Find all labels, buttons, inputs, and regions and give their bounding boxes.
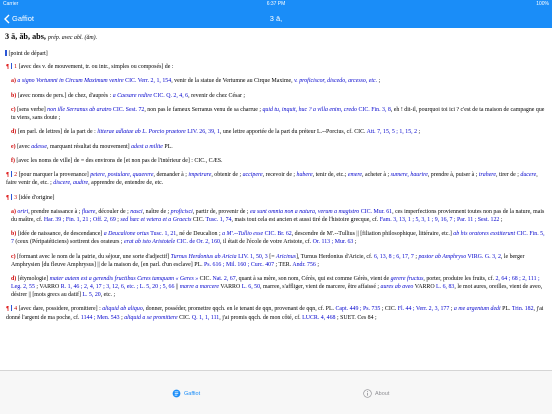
info-icon — [363, 389, 372, 398]
page-title: 3 ā, — [269, 14, 283, 23]
headword-line — [5, 31, 548, 44]
status-bar — [0, 0, 552, 9]
sense-3b: b) [idée de naissance, de descendance] a Deucalione ortus Tusc. 1, 21, né de Deucalion ; a M'.--Tullio esse CIC. Br. 62, descendre de M'.--Tullius || [filiation philosophique, littéraire, etc.] ab his oratores exstiterunt CIC. Fin. 5, 7 (ceux (Péripatéticiens) sortirent des orateurs ; erat ab isto Aristotele CIC. de Or. 2, 160, il était de l'école de votre Aristote, cf. Or. 113 ; Mur. 63 ; — [11, 231, 545, 246]
sense-3-head: ¶ 3 [idée d'origine] — [6, 194, 55, 201]
sense-marker: [point de départ] — [5, 50, 548, 58]
sense-3c: c) [formant avec le nom de la patrie, du séjour, une sorte d'adjectif] Turnus Herdonius ab Aricia LIV. 1, 50, 3 [= Aricinus], Turnus Herdonius d'Aricie, cf. 6, 13, 8 ; 6, 17, 7 ; pastor ab Amphryso VIRG. G. 3, 2, le berger Amphrysien [du fleuve Amphrysus] || de la maison de, [en parl. d'un esclave] PL. Ps. 616 ; Mil. 160 ; Curc. 407 ; TER. Andr. 756 ; — [11, 253, 525, 268]
dictionary-entry — [5, 31, 548, 366]
sense-2: ¶ 2 [pour marquer la provenance] petere, postulare, quaerere, demander à ; impetrare, obtenir de ; accipere, recevoir de ; habere, tenir de, etc.; emere, acheter à ; sumere, haurire, prendre à, puiser à ; trahere, tirer de ; ducere, faire venir de, etc. ; discere, audire, apprendre de, entendre de, etc. — [6, 172, 538, 187]
pilcrow-icon: ¶ — [6, 172, 10, 179]
sense-3d: d) [étymologie] mater autem est a gerendis fructibus Ceres tamquam « Geres » CIC. Nat. 2, 67, quant à sa mère, son nom, Cérès, qui est comme Gérès, vient de gerere fructus, porter, produire les fruits, cf. 2, 64 ; 68 ; 2, 111 ; Leg. 2, 55 ; VARRO R. 1, 46 ; 2, 4, 17 ; 3, 12, 6, etc. ; L. 5, 20 ; 5, 66 || marre a marcere VARRO L. 6, 50, marree, s'affliger, vient de marcere, être affaissé ; aures ab aveo VARRO L. 6, 83, le mot aures, oreilles, vient de aveo, désirer || [mots grecs au datif] L. 5, 20, etc. ; — [11, 275, 543, 299]
sense-3a: a) oriri, prendre naissance à ; fluere, découler de ; nasci, naître de ; proficisci, partir de, provenir de ; ea sunt omnia non a natura, verum a magistro CIC. Mur. 61, ces imperfections proviennent toutes non pas de la nature, mais du maître, cf. Har. 39 ; Fin. 1, 21 ; Off. 2, 69 ; sed hæc et vetera et a Graecis CIC. Tusc. 1, 74, mais tout cela est ancien et aussi tiré de l'histoire grecque, cf. Fam. 3, 13, 1 ; 5, 3, 1 ; 9, 16, 7 ; Par. 11 ; Sest. 122 ; — [11, 208, 545, 223]
marker-bar-icon — [11, 305, 13, 311]
grammar-note: prép. avec abl. (ăm). — [48, 35, 98, 41]
sense-1-head: ¶ 1 [avec des v. de mouvement, tr. ou intr., simples ou composés] de : — [6, 64, 174, 71]
sense-1e: e) [avec adesse, marquant résultat du mouvement] adest a milite PL. — [11, 143, 173, 150]
marker-bar-icon — [5, 50, 7, 56]
sense-1f: f) [avec les noms de ville] de = des environs de [et non pas de l'intérieur de] : CIC., CÆS. — [11, 157, 223, 164]
tab-bar — [0, 370, 552, 414]
navigation-bar — [0, 9, 552, 28]
book-icon — [172, 389, 181, 398]
sense-1b: b) [avec noms de pers.] de chez, d'auprès : a Caesare redire CIC. Q. 2, 4, 6, revenir de chez César ; — [11, 92, 246, 99]
pilcrow-icon: ¶ — [6, 64, 10, 71]
status-time: 6:37 PM — [266, 1, 286, 7]
tab-gaffiot[interactable] — [172, 389, 200, 398]
sense-1d: d) [en parl. de lettres] de la part de : litterae adlatae ab L. Porcio praetore LIV. 26, 39, 1, une lettre apportée de la part du préteur L.--Porcius, cf. CIC. Att. 7, 15, 5 ; 1, 15, 2 ; — [11, 129, 421, 136]
tab-about-label: About — [375, 390, 390, 397]
pilcrow-icon: ¶ — [6, 194, 10, 201]
sense-1c: c) [sens verbe] non ille Serranus ab aratro CIC. Sest. 72, non pas le fameux Serranus venu de sa charrue ; quid tu, inquit, huc ? a villa enim, credo CIC. Fin. 3, 8, eh ! dit-il, pourquoi toi ici ? c'est de ta maison de campagne que tu viens, sans doute ; — [11, 106, 545, 122]
battery-label: 100% — [536, 1, 549, 7]
carrier-label: Carrier — [3, 1, 19, 7]
tab-about[interactable] — [363, 389, 389, 398]
marker-bar-icon — [11, 63, 13, 69]
marker-bar-icon — [11, 194, 13, 200]
sense-1a: a) a signo Vortumni in Circum Maximum venire CIC. Verr. 2, 1, 154, venir de la statue de Vertumne au Cirque Maxime, v. proficiscor, discedo, arcesso, etc. ; — [11, 78, 381, 85]
back-button-label: Gaffiot — [12, 14, 34, 23]
pilcrow-icon: ¶ — [6, 306, 10, 313]
marker-bar-icon — [11, 171, 13, 177]
tab-gaffiot-label: Gaffiot — [184, 390, 201, 397]
headword: 3 ā, ăb, abs, — [5, 32, 46, 41]
sense-4: ¶ 4 [avec dare, possidere, promittere] : aliquid ab aliquo, donner, posséder, promettre qqch. en le tenant de qqn, provenant de qqn, cf. PL. Capt. 449 ; Ps. 735 ; CIC. Fl. 44 ; Verr. 2, 3, 177 ; a me argentum dedi PL. Trin. 182, j'ai donné l'argent de ma poche, cf. 1144 ; Men. 543 ; aliquid a se promittere CIC. Q. 1, 1, 111, j'ai promis qqch. de mon côté, cf. LUCR. 4, 468 ; SUET. Ces 84 ; — [6, 306, 544, 321]
